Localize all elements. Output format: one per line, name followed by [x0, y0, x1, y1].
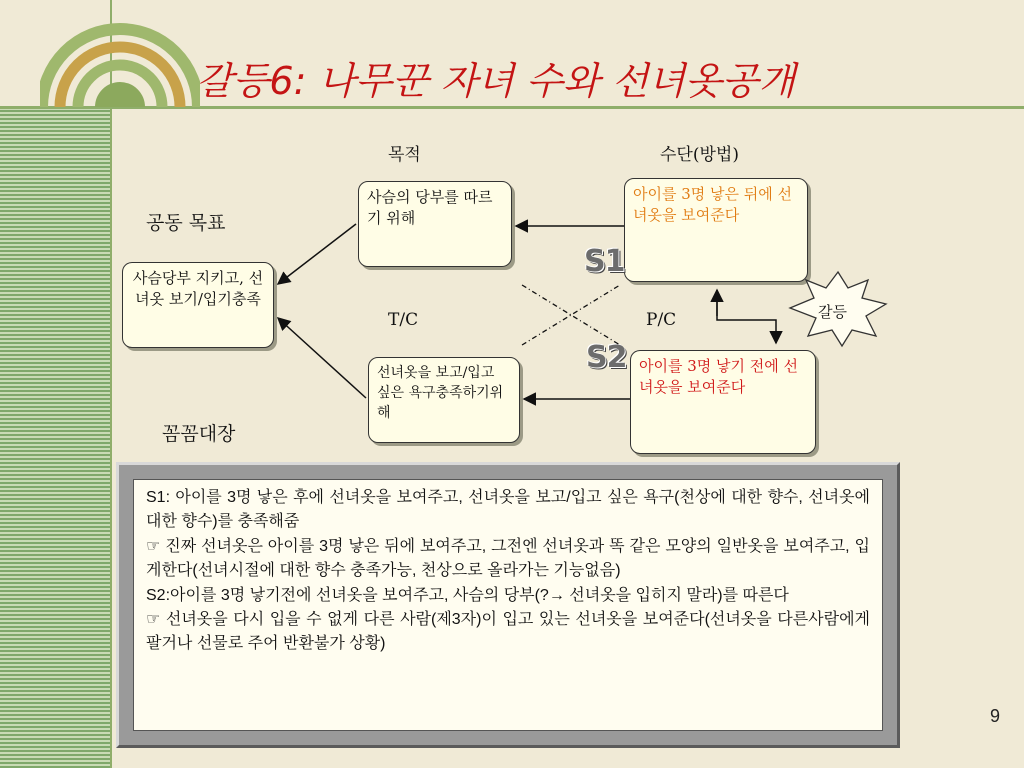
means-box-bottom: 아이를 3명 낳기 전에 선녀옷을 보여준다 — [630, 350, 816, 454]
s2-marker: S2 — [586, 340, 627, 375]
conflict-arrow-down — [717, 292, 776, 343]
common-goal-box: 사슴당부 지키고, 선녀옷 보기/입기충족 — [122, 262, 274, 348]
note-s2-detail: ☞ 선녀옷을 다시 입을 수 없게 다른 사람(제3자)이 입고 있는 선녀옷을 보여준다(선녀옷을 다른사람에게 팔거나 선물로 주어 반환불가 상황) — [146, 611, 870, 653]
slide-title: 갈등6: 나무꾼 자녀 수와 선녀옷공개 — [196, 59, 796, 103]
pc-label: P/C — [646, 310, 677, 330]
arrow-purpose-top-to-goal — [278, 224, 356, 284]
purpose-box-bottom: 선녀옷을 보고/입고 싶은 욕구충족하기위해 — [368, 357, 520, 443]
conflict-burst-label: 갈등 — [818, 303, 847, 321]
note-s2: S2:아이를 3명 낳기전에 선녀옷을 보여주고, 사슴의 당부(?→ 선녀옷을 입히지 말라)를 따른다 — [146, 586, 789, 604]
purpose-box-top: 사슴의 당부를 따르기 위해 — [358, 181, 512, 267]
notes-panel — [133, 479, 883, 731]
page-number: 9 — [990, 706, 1001, 726]
means-label: 수단(방법) — [660, 145, 739, 165]
dragon-label: 꼼꼼대장 — [162, 423, 236, 445]
arrow-purpose-bottom-to-goal — [278, 318, 366, 398]
note-s1-detail: ☞ 진짜 선녀옷은 아이를 3명 낳은 뒤에 보여주고, 그전엔 선녀옷과 똑 같은 모양의 일반옷을 보여주고, 입게한다(선녀시절에 대한 향수 충족가능, 천상으로 올라가는 기능없음) — [146, 537, 870, 580]
notes-panel-frame — [116, 462, 900, 748]
means-box-top: 아이를 3명 낳은 뒤에 선녀옷을 보여준다 — [624, 178, 808, 282]
note-s1: S1: 아이를 3명 낳은 후에 선녀옷을 보여주고, 선녀옷을 보고/입고 싶은 욕구(천상에 대한 향수, 선녀옷에 대한 향수)를 충족해줌 — [146, 489, 870, 531]
tc-label: T/C — [388, 310, 419, 330]
purpose-label: 목적 — [388, 145, 421, 165]
common-goal-label: 공동 목표 — [146, 212, 226, 234]
s1-marker: S1 — [584, 244, 625, 279]
